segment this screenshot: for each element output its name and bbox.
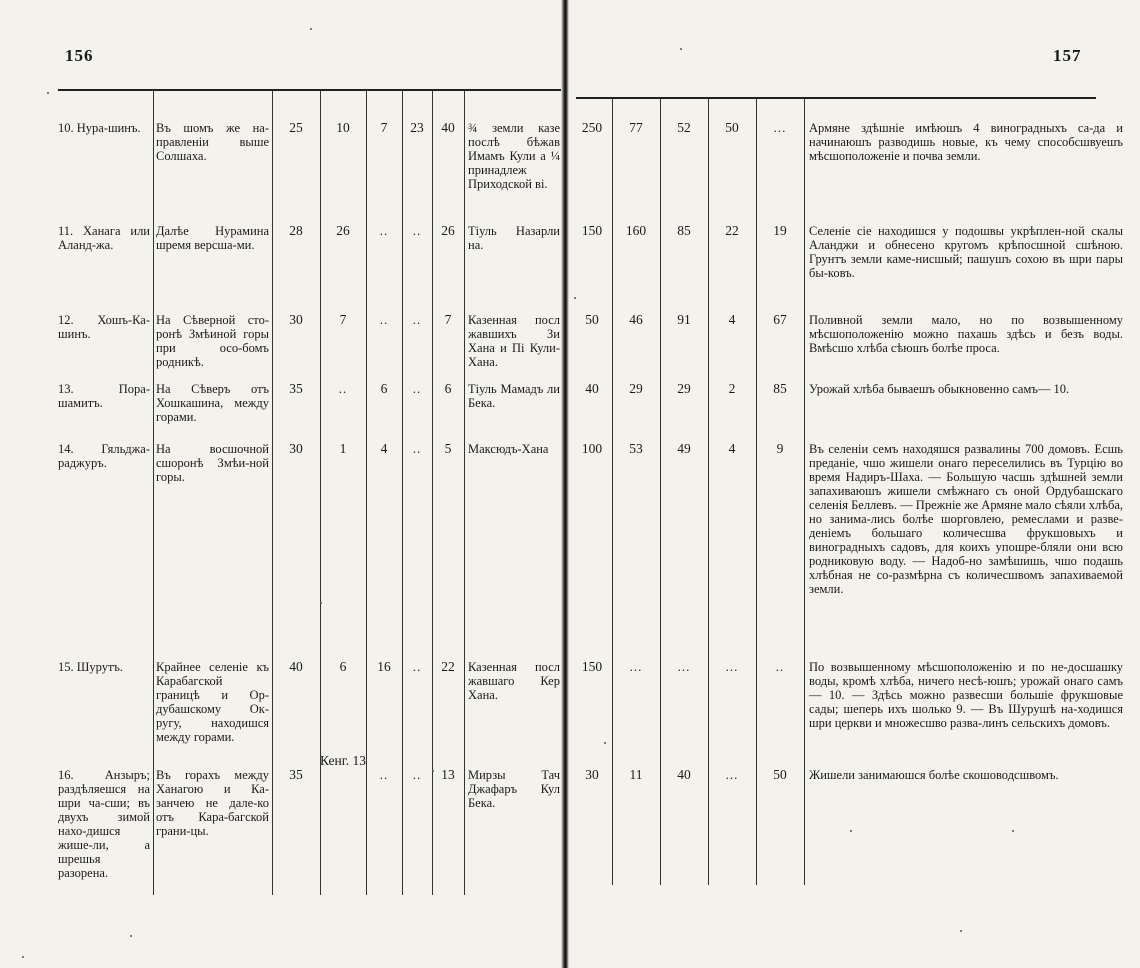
row-10-location: Въ шомъ же на-правленіи выше Солшаха. [156,121,269,163]
row-10-remarks: Армяне здѣшніе имѣюшъ 4 виноградныхъ са-да и начинаюшъ разводишь новые, къ чему способсшвуешъ мѣсшоположеніе и почва земли. [809,121,1123,163]
scan-speck [1012,830,1014,832]
row-11-settlement-name: 11. Ханага или Аланд-жа. [58,224,150,252]
row-10-right-value-1: 77 [629,120,643,135]
row-10-right-value-0: 250 [581,120,603,135]
row-11-left-value-3: .. [412,223,422,238]
row-12-right-value-4: 67 [773,312,787,327]
row-16-left-value-4: 13 [441,767,455,782]
row-10-left-value-2: 7 [380,120,388,135]
row-16-remarks: Жишели занимаюшся болѣе скошоводсшвомъ. [809,768,1059,782]
scan-speck [432,770,434,772]
row-11-left-value-0: 28 [289,223,303,238]
scan-speck [310,28,312,30]
row-16-left-value-3: .. [412,767,422,782]
row-11-right-value-1: 160 [625,223,647,238]
row-10-right-value-3: 50 [725,120,739,135]
row-14-remarks: Въ селеніи семъ находяшся развалины 700 домовъ. Есшь преданіе, чшо жишели онаго переселились въ Турцію во время Надиръ-Шаха. — Большую часшь здѣшней земли запахиваюшъ жишели смѣжнаго съ оной Ордубашскаго селенія Беллевъ. — Прежніе же Армяне мало сѣяли хлѣба, но занима-лись болѣе шорговлею, ремеслами и разве-деніемъ большаго количесшва фрукшовыхъ и виноградныхъ садовъ, для коихъ упошре-бляли они всю родниковую воду. — Надоб-но замѣшишь, чшо подашь хлѣбная не со-размѣрна съ количесшвомъ запахиваемой земли. [809,442,1123,596]
column-rule-left-2 [320,91,321,895]
row-12-left-value-4: 7 [444,312,452,327]
row-12-right-value-3: 4 [728,312,736,327]
row-16-right-value-0: 30 [585,767,599,782]
row-13-left-value-3: .. [412,381,422,396]
row-14-left-value-1: 1 [339,441,347,456]
row-10-left-value-1: 10 [336,120,350,135]
row-16-left-value-1: Кенг. 13 [320,753,366,768]
scan-speck [320,602,322,604]
row-12-left-value-3: .. [412,312,422,327]
row-12-right-value-0: 50 [585,312,599,327]
row-15-left-value-4: 22 [441,659,455,674]
row-11-right-value-3: 22 [725,223,739,238]
row-12-left-value-2: .. [379,312,389,327]
row-14-settlement-name: 14. Гяльджа-раджуръ. [58,442,150,470]
row-16-left-value-2: .. [379,767,389,782]
column-rule-left-6 [464,91,465,895]
row-16-right-value-2: 40 [677,767,691,782]
row-13-right-value-4: 85 [773,381,787,396]
row-10-right-value-4: ... [773,120,787,135]
row-10-left-value-3: 23 [410,120,424,135]
row-15-right-value-3: ... [725,659,739,674]
header-rule-left [58,89,562,91]
row-12-right-value-1: 46 [629,312,643,327]
scan-speck [604,742,606,744]
row-13-right-value-1: 29 [629,381,643,396]
row-11-right-value-0: 150 [581,223,603,238]
row-16-right-value-3: ... [725,767,739,782]
row-14-right-value-2: 49 [677,441,691,456]
row-11-left-value-4: 26 [441,223,455,238]
header-rule-right [576,97,1096,99]
row-14-right-value-4: 9 [776,441,784,456]
row-15-right-value-2: ... [677,659,691,674]
row-15-left-value-1: 6 [339,659,347,674]
row-14-right-value-1: 53 [629,441,643,456]
row-10-left-value-4: 40 [441,120,455,135]
row-11-location: Далѣе Нурамина шремя версша-ми. [156,224,269,252]
row-13-right-value-3: 2 [728,381,736,396]
row-14-right-value-3: 4 [728,441,736,456]
row-13-left-value-1: .. [338,381,348,396]
column-rule-left-0 [153,91,154,895]
row-15-left-value-0: 40 [289,659,303,674]
scan-speck [22,956,24,958]
page-number-left: 156 [65,46,94,65]
row-15-right-value-0: 150 [581,659,603,674]
row-16-settlement-name: 16. Анзыръ; раздѣляешся на шри ча-сши; въ двухъ зимой нахо-дишся жише-ли, а шрешья разорена. [58,768,150,880]
scan-speck [47,92,49,94]
row-13-left-value-4: 6 [444,381,452,396]
row-13-left-value-0: 35 [289,381,303,396]
row-14-left-value-4: 5 [444,441,452,456]
row-11-remarks: Селеніе сіе находишся у подошвы укрѣплен-ной скалы Аланджи и обнесено кругомъ крѣпосшной сшѣною. Грунтъ земли камe-нисшый; пашушъ сохою въ шри пары бы-ковъ. [809,224,1123,280]
row-12-remarks: Поливной земли мало, но по возвышенному мѣсшоположенію можно пахашь здѣсь и безъ воды. Вмѣсшо хлѣба сѣюшъ болѣе проса. [809,313,1123,355]
row-16-right-value-1: 11 [629,767,643,782]
row-12-left-value-1: 7 [339,312,347,327]
row-12-right-value-2: 91 [677,312,691,327]
scan-speck [574,297,576,299]
row-16-left-value-0: 35 [289,767,303,782]
row-10-right-value-2: 52 [677,120,691,135]
row-11-owner: Тіуль Назарли на. [468,224,560,252]
row-10-left-value-0: 25 [289,120,303,135]
row-12-owner: Казенная посл жавшихъ Зи Хана и Пі Кули-Хана. [468,313,560,369]
row-14-left-value-3: .. [412,441,422,456]
page-number-right: 157 [1053,46,1082,65]
row-15-left-value-3: .. [412,659,422,674]
row-14-location: На восшочной сшоронѣ Змѣи-ной горы. [156,442,269,484]
row-14-left-value-0: 30 [289,441,303,456]
row-15-location: Крайнее селеніе къ Карабагской границѣ и Ор-дубашскому Ок-ругу, находишся между горами. [156,660,269,744]
row-14-right-value-0: 100 [581,441,603,456]
row-15-left-value-2: 16 [377,659,391,674]
row-11-left-value-1: 26 [336,223,350,238]
row-11-right-value-4: 19 [773,223,787,238]
row-11-left-value-2: .. [379,223,389,238]
row-13-owner: Тіуль Мамадъ ли Бека. [468,382,560,410]
row-10-owner: ¾ земли казе послѣ бѣжав Имамъ Кули а ¼ принадлеж Приходской вi. [468,121,560,191]
row-15-right-value-1: ... [629,659,643,674]
scan-speck [680,48,682,50]
column-rule-right-4 [804,99,805,885]
scan-speck [130,935,132,937]
row-16-location: Въ горахъ между Ханагою и Ка-занчею не дале-ко отъ Карa-багской грани-цы. [156,768,269,838]
row-14-owner: Максюдъ-Хана [468,442,549,456]
row-15-remarks: По возвышенному мѣсшоположенію и по не-досшашку воды, кромѣ хлѣба, ничего несѣ-юшъ; урожай онаго самъ — 10. — Здѣсь можно развесши большіе фрукшовые сады; шеперь ихъ шолько 9. — Въ Шурушѣ на-ходишся шри церкви и множесшво разва-линъ сельскихъ домовъ. [809,660,1123,730]
row-13-remarks: Урожай хлѣба бываешъ обыкновенно самъ— 10. [809,382,1070,396]
row-13-settlement-name: 13. Пора-шамитъ. [58,382,150,410]
row-12-location: На Сѣверной сто-ронѣ Змѣиной горы при осо-бомъ родникѣ. [156,313,269,369]
row-15-settlement-name: 15. Шурутъ. [58,660,123,674]
row-13-location: На Сѣверъ отъ Хошкашина, между горами. [156,382,269,424]
row-12-settlement-name: 12. Хошъ-Ка-шинъ. [58,313,150,341]
row-14-left-value-2: 4 [380,441,388,456]
row-13-right-value-2: 29 [677,381,691,396]
row-15-owner: Казенная посл жавшаго Кер Хана. [468,660,560,702]
book-spine [561,0,569,968]
row-15-right-value-4: .. [775,659,785,674]
scan-speck [850,830,852,832]
row-16-right-value-4: 50 [773,767,787,782]
row-12-left-value-0: 30 [289,312,303,327]
scan-speck [960,930,962,932]
row-10-settlement-name: 10. Нура-шинъ. [58,121,141,135]
row-16-owner: Мирзы Тач Джафаръ Кул Бека. [468,768,560,810]
row-13-right-value-0: 40 [585,381,599,396]
row-13-left-value-2: 6 [380,381,388,396]
row-11-right-value-2: 85 [677,223,691,238]
